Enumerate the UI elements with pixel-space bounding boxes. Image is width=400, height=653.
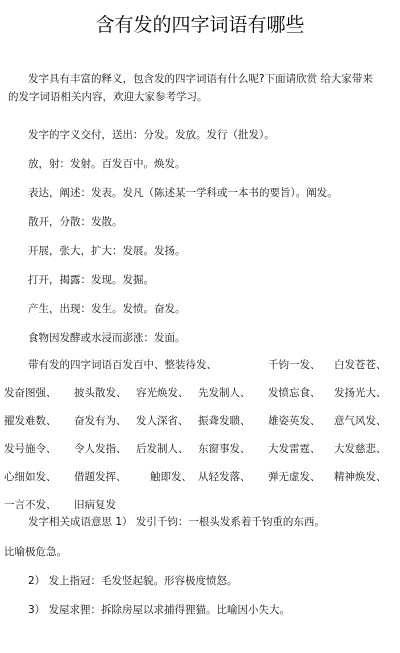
idiom-item: 弹无虚发、 [268, 471, 321, 483]
idiom-item: 发人深省、 [136, 415, 189, 427]
idiom-item: 后发制人、 [136, 443, 189, 455]
page-title: 含有发的四字词语有哪些 [95, 14, 305, 36]
definition-4: 散开，分散：发散。 [28, 216, 123, 228]
idiom-item: 触即发、 [150, 471, 192, 483]
idiom-item: 东窗事发、 [198, 443, 251, 455]
idioms-intro: 带有发的四字词语百发百中、整装待发、 [28, 359, 217, 371]
idiom-item: 从轻发落、 [198, 471, 251, 483]
idiom-item: 先发制人、 [198, 387, 251, 399]
idiom-item: 借题发挥、 [74, 471, 127, 483]
idiom-item: 擢发难数、 [4, 415, 57, 427]
intro-paragraph [8, 70, 392, 106]
idiom-item: 发号施令、 [4, 443, 57, 455]
definition-1: 发字的字义交付，送出：分发。发放。发行（批发）。 [28, 129, 275, 141]
idiom-item: 发扬光大、 [334, 387, 387, 399]
related-tail: 比喻极危急。 [4, 546, 67, 558]
idiom-item: 奋发有为、 [74, 415, 127, 427]
idiom-item: 披头散发、 [74, 387, 127, 399]
related-item-2: 2） 发上指冠：毛发竖起貌。形容极度愤怒。 [28, 575, 238, 587]
idiom-item: 白发苍苍、 [334, 359, 387, 371]
idiom-item: 心细如发、 [4, 471, 57, 483]
idiom-item: 容光焕发、 [136, 387, 189, 399]
intro-line-2: 的发字词语相关内容，欢迎大家参考学习。 [8, 91, 208, 103]
idiom-item: 大发慈悲、 [334, 443, 387, 455]
idiom-item: 发愤忘食、 [268, 387, 321, 399]
idiom-item: 旧病复发 [74, 499, 116, 511]
idiom-item: 大发雷霆、 [268, 443, 321, 455]
definition-3: 表达，阐述：发表。发凡（陈述某一学科或一本书的要旨）。阐发。 [28, 187, 338, 199]
idiom-item: 雄姿英发、 [268, 415, 321, 427]
definition-5: 开展，张大，扩大：发展。发扬。 [28, 245, 186, 257]
idiom-item: 意气风发、 [334, 415, 387, 427]
idiom-item: 振聋发聩、 [198, 415, 251, 427]
idiom-item: 千钧一发、 [268, 359, 321, 371]
related-heading: 发字相关成语意思 1） 发引千钧：一根头发系着千钧重的东西。 [28, 516, 325, 528]
intro-line-1: 发字具有丰富的释义，包含发的四字词语有什么呢?下面请欣赏 给大家带来 [28, 73, 373, 85]
idiom-item: 一言不发、 [4, 499, 57, 511]
definition-7: 产生，出现：发生。发愤。奋发。 [28, 303, 186, 315]
definition-8: 食物因发酵或水浸而澎涨：发面。 [28, 332, 186, 344]
definition-2: 放，射：发射。百发百中。焕发。 [28, 158, 186, 170]
definition-6: 打开，揭露：发现。发掘。 [28, 274, 154, 286]
idiom-item: 令人发指、 [74, 443, 127, 455]
idiom-item: 发奋图强、 [4, 387, 57, 399]
related-item-3: 3） 发屋求狸：拆除房屋以求捕得狸猫。比喻因小失大。 [28, 604, 291, 616]
idiom-item: 精神焕发、 [334, 471, 387, 483]
